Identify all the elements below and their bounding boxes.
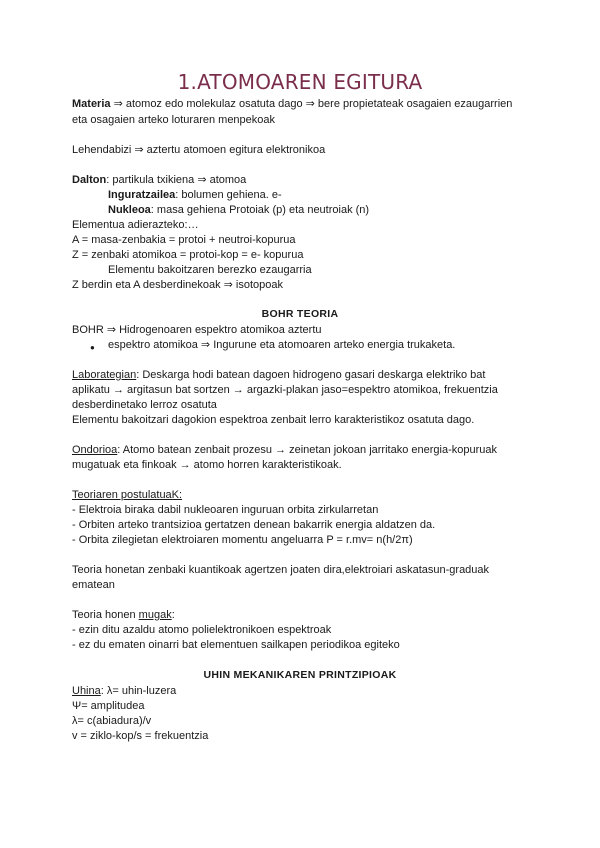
laborategian-text-1: : Deskarga hodi batean dagoen hidrogeno gasari deskarga elektriko bat <box>136 369 486 381</box>
kuantikoak-line-1: Teoria honetan zenbaki kuantikoak agertzen joaten dira,elektroiari askatasun-graduak <box>72 564 490 576</box>
bullet-icon: ● <box>90 343 95 352</box>
ondorioa-line-2: mugatuak eta finkoak → atomo horren karakteristikoak. <box>72 459 342 471</box>
laborategian-line-4: Elementu bakoitzari dagokion espektroa zenbait lerro karakteristikoz osatuta dago. <box>72 414 475 426</box>
dalton-term: Dalton <box>72 174 107 186</box>
mugak-prefix: Teoria honen <box>72 609 139 621</box>
uhina-line <box>72 684 176 699</box>
muga-item: - ezin ditu azaldu atomo polielektronikoen espektroak <box>72 624 332 636</box>
ondorioa-text-1: : Atomo batean zenbait prozesu → zeinetan jokoan jarritako energia-kopuruak <box>117 444 497 456</box>
uhin-heading: UHIN MEKANIKAREN PRINTZIPIOAK <box>203 669 397 681</box>
dalton-text: : partikula txikiena ⇒ atomoa <box>106 174 247 186</box>
materia-term: Materia <box>72 98 111 110</box>
laborategian-line-1 <box>72 368 485 383</box>
postulatuak-title-text: Teoriaren postulatuaK: <box>72 489 183 501</box>
inguratzailea-line <box>108 188 282 203</box>
kuantikoak-line-2: ematean <box>72 579 115 591</box>
muga-item: - ez du ematen oinarri bat elementuen sailkapen periodikoa egiteko <box>72 639 400 651</box>
bohr-bullet-line: espektro atomikoa ⇒ Ingurune eta atomoaren arteko energia trukaketa. <box>108 339 456 351</box>
postulatua-item: - Orbiten arteko trantsizioa gertatzen denean bakarrik energia aldatzen da. <box>72 519 436 531</box>
uhina-term: Uhina <box>72 685 101 697</box>
laborategian-line-2: aplikatu → argitasun bat sortzen → argazki-plakan jaso=espektro atomikoa, frekuentzia <box>72 384 498 396</box>
laborategian-line-3: desberdinetako lerroz osatuta <box>72 399 217 411</box>
frequency-line: v = ziklo-kop/s = frekuentzia <box>72 730 209 742</box>
bohr-intro-line: BOHR ⇒ Hidrogenoaren espektro atomikoa aztertu <box>72 324 322 336</box>
psi-line: Ψ= amplitudea <box>72 700 145 712</box>
uhina-text: : λ= uhin-luzera <box>100 685 177 697</box>
postulatua-item: - Orbita zilegietan elektroiaren momentu angeluarra P = r.mv= n(h/2π) <box>72 534 413 546</box>
materia-line-1 <box>72 97 512 112</box>
dalton-line <box>72 173 246 188</box>
ondorioa-term: Ondorioa <box>72 444 118 456</box>
nukleoa-text: : masa gehiena Protoiak (p) eta neutroiak (n) <box>150 204 370 216</box>
elementua-line: Elementua adierazteko:… <box>72 219 199 231</box>
nukleoa-term: Nukleoa <box>108 204 151 216</box>
ondorioa-line-1 <box>72 443 497 458</box>
z-definition-line: Z = zenbaki atomikoa = protoi-kop = e- kopurua <box>72 249 304 261</box>
mugak-title <box>72 608 175 623</box>
lehendabizi-line: Lehendabizi ⇒ aztertu atomoen egitura elektronikoa <box>72 144 326 156</box>
laborategian-term: Laborategian <box>72 369 137 381</box>
nukleoa-line <box>108 203 369 218</box>
mugak-suffix: : <box>171 609 175 621</box>
berezko-line: Elementu bakoitzaren berezko ezaugarria <box>108 264 312 276</box>
postulatuak-title <box>72 488 182 503</box>
inguratzailea-text: : bolumen gehiena. e- <box>175 189 282 201</box>
materia-line-2: eta osagaien arteko loturaren menpekoak <box>72 114 276 126</box>
postulatua-item: - Elektroia biraka dabil nukleoaren inguruan orbita zirkularretan <box>72 504 379 516</box>
inguratzailea-term: Inguratzailea <box>108 189 176 201</box>
lambda-line: λ= c(abiadura)/v <box>72 715 152 727</box>
isotopoak-line: Z berdin eta A desberdinekoak ⇒ isotopoak <box>72 279 284 291</box>
mugak-term: mugak <box>138 609 172 621</box>
materia-text-1: ⇒ atomoz edo molekulaz osatuta dago ⇒ bere propietateak osagaien ezaugarrien <box>110 98 513 110</box>
a-definition-line: A = masa-zenbakia = protoi + neutroi-kopurua <box>72 234 296 246</box>
bohr-heading: BOHR TEORIA <box>261 308 339 320</box>
page-title: 1.ATOMOAREN EGITURA <box>177 70 423 94</box>
